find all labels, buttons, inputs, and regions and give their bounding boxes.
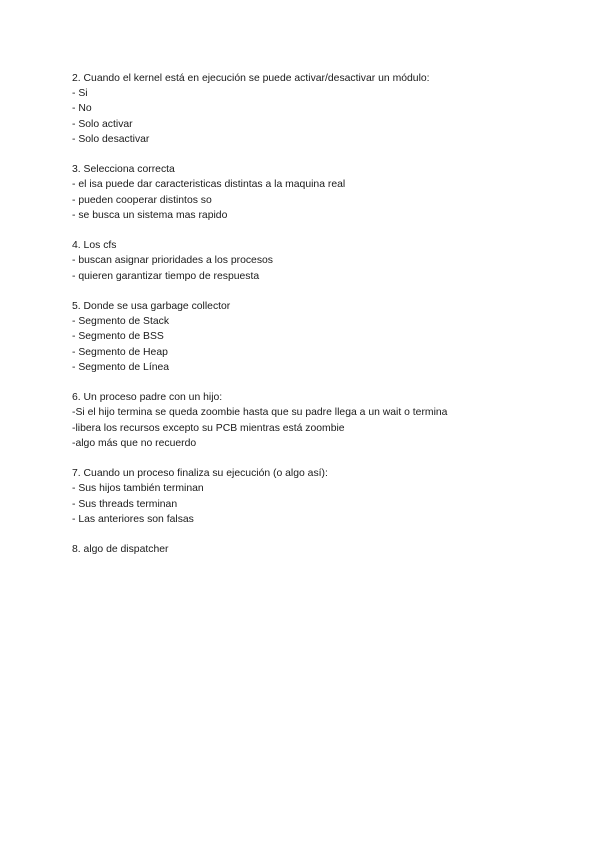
answer-option: - quieren garantizar tiempo de respuesta xyxy=(72,270,260,282)
answer-option: -libera los recursos excepto su PCB mientras está zoombie xyxy=(72,422,345,434)
question-3 xyxy=(72,162,572,223)
answer-option: - pueden cooperar distintos so xyxy=(72,194,212,206)
question-8 xyxy=(72,542,572,557)
question-title: 7. Cuando un proceso finaliza su ejecución (o algo así): xyxy=(72,468,328,480)
answer-option: - Si xyxy=(72,88,88,100)
answer-option: - Segmento de Línea xyxy=(72,361,170,373)
question-title: 4. Los cfs xyxy=(72,240,117,252)
answer-option: - Sus threads terminan xyxy=(72,498,178,510)
answer-option: - Segmento de Stack xyxy=(72,316,170,328)
answer-option: - Segmento de Heap xyxy=(72,346,168,358)
question-title: 5. Donde se usa garbage collector xyxy=(72,301,231,312)
answer-option: - Solo desactivar xyxy=(72,133,150,145)
question-title: 2. Cuando el kernel está en ejecución se puede activar/desactivar un módulo: xyxy=(72,73,430,84)
question-7 xyxy=(72,466,572,527)
question-5 xyxy=(72,299,572,375)
question-title: 6. Un proceso padre con un hijo: xyxy=(72,392,223,404)
answer-option: - Sus hijos también terminan xyxy=(72,483,204,495)
question-title: 8. algo de dispatcher xyxy=(72,544,169,556)
question-6 xyxy=(72,390,572,451)
question-4 xyxy=(72,238,572,284)
answer-option: - Solo activar xyxy=(72,118,133,130)
question-2 xyxy=(72,71,572,147)
answer-option: - el isa puede dar caracteristicas distintas a la maquina real xyxy=(72,179,346,191)
answer-option: - Las anteriores son falsas xyxy=(72,513,194,525)
question-title: 3. Selecciona correcta xyxy=(72,164,175,176)
answer-option: - buscan asignar prioridades a los procesos xyxy=(72,255,273,267)
answer-option: - Segmento de BSS xyxy=(72,331,164,343)
answer-option: - No xyxy=(72,103,92,115)
answer-option: - se busca un sistema mas rapido xyxy=(72,209,228,221)
document-body xyxy=(72,71,572,573)
answer-option: -Si el hijo termina se queda zoombie hasta que su padre llega a un wait o termina xyxy=(72,407,448,419)
answer-option: -algo más que no recuerdo xyxy=(72,437,197,449)
